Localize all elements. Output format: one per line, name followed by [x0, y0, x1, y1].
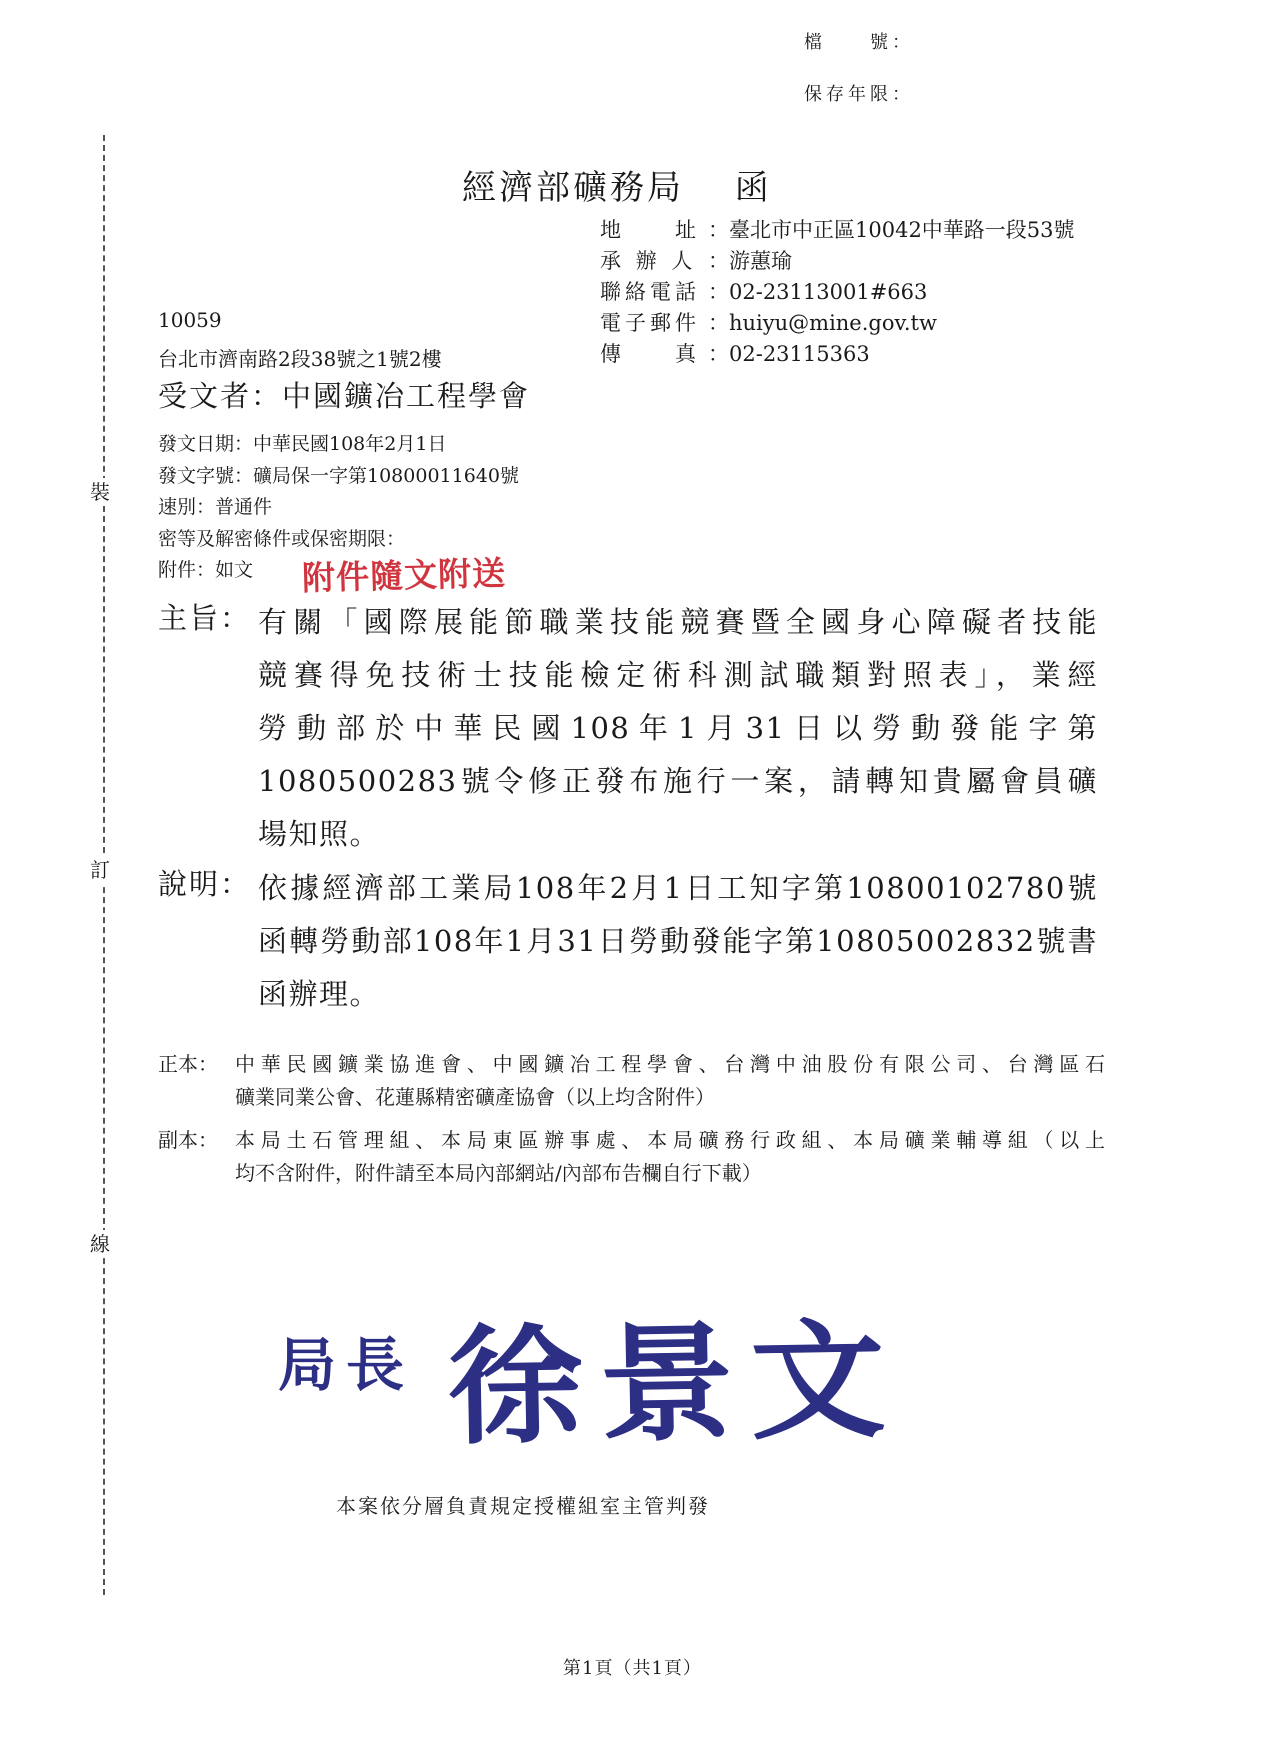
doc-attachment: 附件：如文: [158, 559, 254, 581]
subject-line: 有關「國際展能節職業技能競賽暨全國身心障礙者技能: [258, 605, 1098, 639]
page-number: 第1頁（共1頁）: [563, 1658, 702, 1679]
contact-address-value: ：臺北市中正區10042中華路一段53號: [708, 218, 1075, 242]
explanation-line: 函轉勞動部108年1月31日勞動發能字第10805002832號書: [258, 924, 1098, 958]
subject-line: 勞動部於中華民國108年1月31日以勞動發能字第: [258, 711, 1098, 745]
copy-recipients-section: [158, 1124, 1108, 1190]
doc-speed: 速別：普通件: [158, 496, 273, 518]
contact-phone-value: ：02-23113001#663: [708, 280, 928, 304]
retention-label: 保存年限：: [804, 84, 914, 105]
contact-fax-value: ：02-23115363: [708, 342, 870, 366]
binding-mark-ding: 訂: [90, 858, 110, 882]
binding-mark-zhuang: 裝: [90, 480, 110, 504]
copy-recipients-text: [235, 1124, 1105, 1190]
contact-handler-label: 承 辦 人: [600, 249, 697, 273]
document-title: 經濟部礦務局 函: [462, 168, 772, 208]
subject-label: 主旨：: [158, 601, 252, 635]
subject-line: 競賽得免技術士技能檢定術科測試職類對照表」，業經: [258, 658, 1098, 692]
contact-handler-row: [600, 246, 1075, 277]
original-recipients-label: 正本：: [158, 1052, 218, 1076]
attachment-stamp: 附件隨文附送: [301, 553, 507, 598]
contact-email-label: 電子郵件: [600, 311, 700, 335]
subject-section: [158, 596, 1103, 866]
copy-recipients-line: 均不含附件，附件請至本局內部網站/內部布告欄自行下載）: [235, 1161, 762, 1185]
delegation-note: 本案依分層負責規定授權組室主管判發: [336, 1494, 710, 1518]
contact-phone-row: [600, 277, 1075, 308]
subject-text: [258, 596, 1098, 861]
original-recipients-line: 礦業同業公會、花蓮縣精密礦產協會（以上均含附件）: [235, 1085, 715, 1109]
copy-recipients-line: 本局土石管理組、本局東區辦事處、本局礦務行政組、本局礦業輔導組（以上: [235, 1128, 1105, 1152]
contact-fax-label: 傳 真: [600, 342, 700, 366]
doc-number: 發文字號：礦局保一字第10800011640號: [158, 464, 519, 487]
contact-phone-label: 聯絡電話: [600, 280, 700, 304]
recipient-address: 台北市濟南路2段38號之1號2樓: [158, 347, 442, 371]
contact-handler-value: ：游蕙瑜: [708, 249, 792, 273]
explanation-section: [158, 862, 1103, 1027]
subject-line: 1080500283號令修正發布施行一案，請轉知貴屬會員礦: [258, 764, 1098, 798]
contact-email-value: ：huiyu@mine.gov.tw: [708, 311, 937, 335]
contact-address-row: [600, 215, 1075, 246]
signature-name: 徐景文: [446, 1305, 904, 1463]
contact-email-row: [600, 308, 1075, 339]
sender-contact-block: [600, 215, 1075, 370]
subject-line: 場知照。: [258, 817, 381, 851]
original-recipients-line: 中華民國鑛業協進會、中國鑛冶工程學會、台灣中油股份有限公司、台灣區石: [235, 1052, 1105, 1076]
original-recipients-section: [158, 1048, 1108, 1114]
contact-fax-row: [600, 339, 1075, 370]
signature-title: 局長: [278, 1331, 415, 1399]
file-number-label: 檔 號：: [804, 32, 914, 53]
explanation-text: [258, 862, 1098, 1021]
doc-secrecy: 密等及解密條件或保密期限：: [158, 527, 406, 550]
binding-mark-xian: 線: [90, 1232, 110, 1256]
contact-address-label: 地 址: [600, 218, 700, 242]
explanation-line: 函辦理。: [258, 977, 381, 1011]
recipient-postal-code: 10059: [158, 308, 222, 332]
copy-recipients-label: 副本：: [158, 1128, 218, 1152]
recipient-name: 受文者：中國鑛冶工程學會: [158, 379, 531, 413]
explanation-line: 依據經濟部工業局108年2月1日工知字第10800102780號: [258, 871, 1098, 905]
doc-date: 發文日期：中華民國108年2月1日: [158, 433, 447, 455]
original-recipients-text: [235, 1048, 1105, 1114]
explanation-label: 說明：: [158, 867, 252, 901]
